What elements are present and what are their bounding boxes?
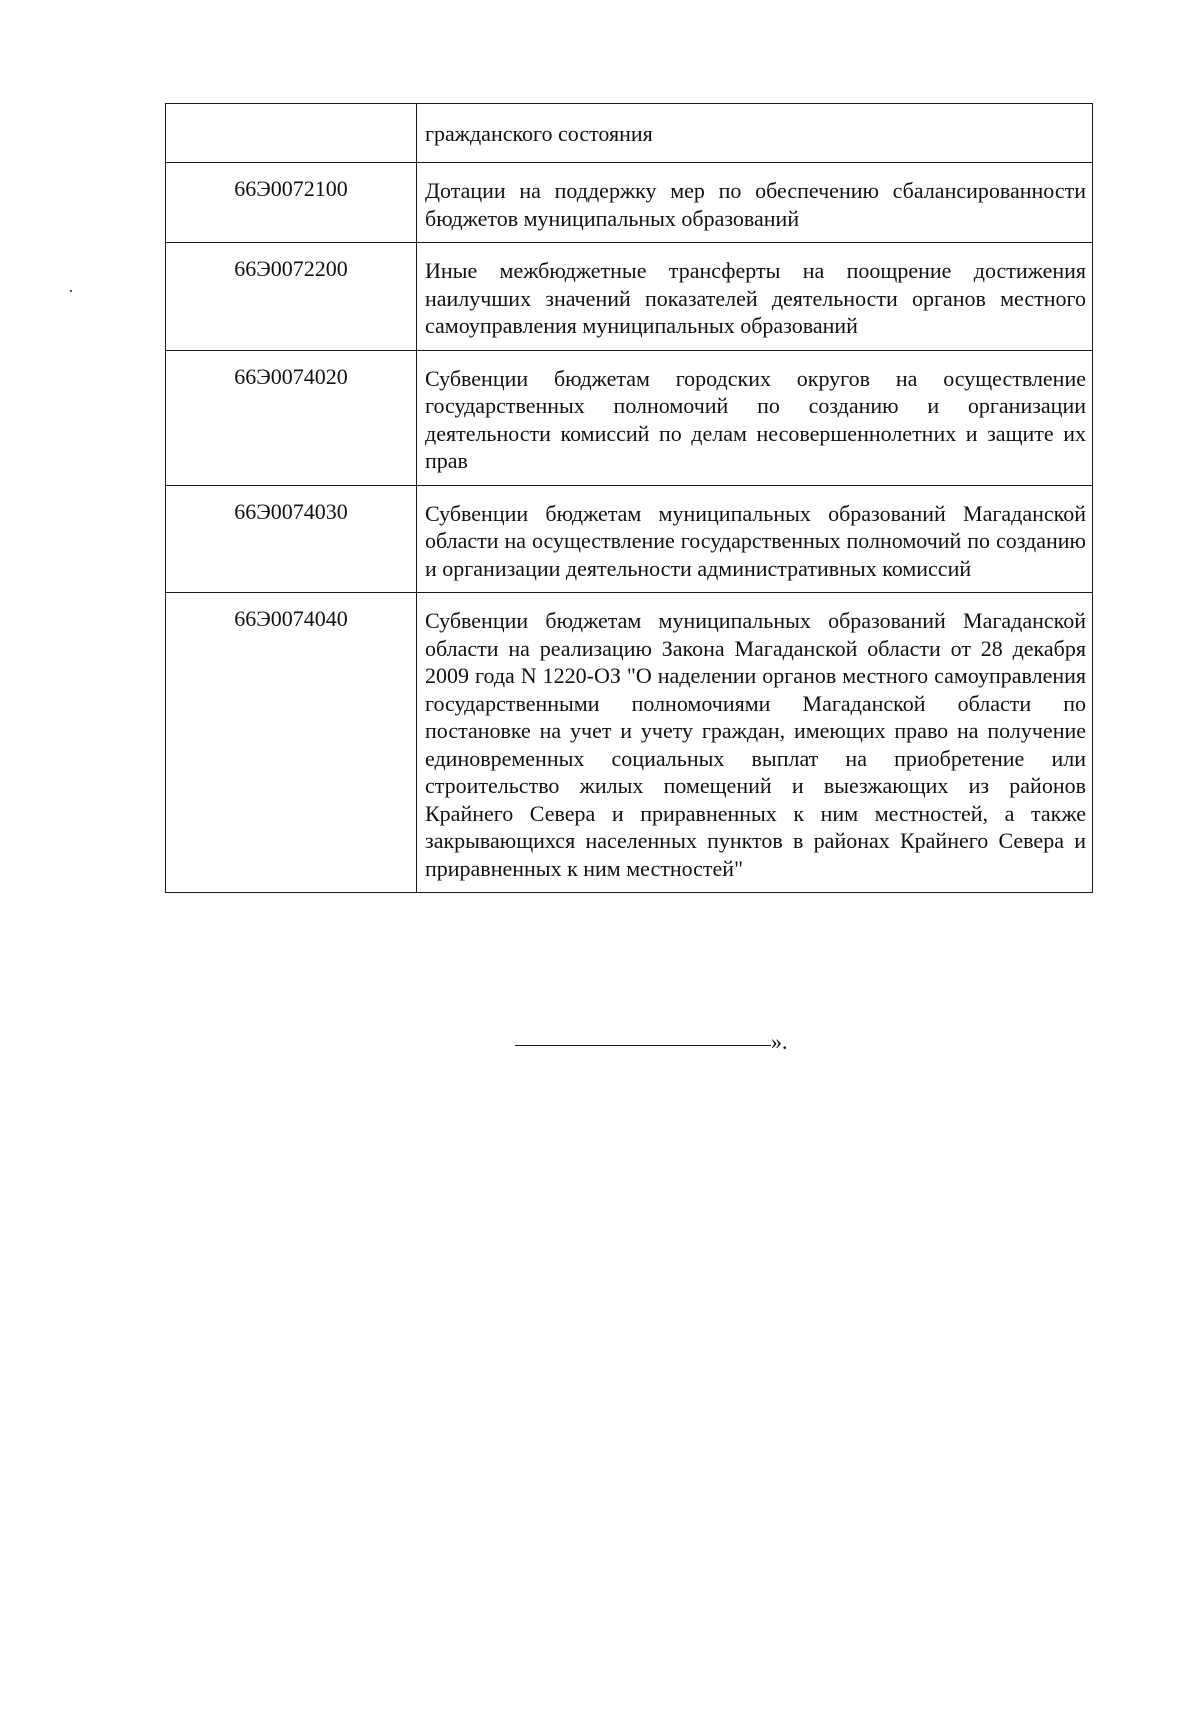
table-row	[166, 163, 1093, 243]
closing-mark	[515, 1028, 788, 1055]
description-cell: Субвенции бюджетам муниципальных образований Магаданской области на реализацию Закона Магаданской области от 28 декабря 2009 года N 1220-ОЗ "О наделении органов местного самоуправления государственными полномочиями Магаданской области по постановке на учет и учету граждан, имеющих право на получение единовременных социальных выплат на приобретение или строительство жилых помещений и выезжающих из районов Крайнего Севера и приравненных к ним местностей, а также закрывающихся населенных пунктов в районах Крайнего Севера и приравненных к ним местностей"	[417, 593, 1093, 893]
code-cell	[166, 104, 417, 163]
budget-codes-table	[165, 103, 1093, 893]
code-cell: 66Э0072200	[166, 243, 417, 351]
table-row	[166, 350, 1093, 485]
closing-quote: ».	[771, 1029, 788, 1054]
description-cell: Субвенции бюджетам муниципальных образований Магаданской области на осуществление государственных полномочий по созданию и организации деятельности административных комиссий	[417, 485, 1093, 593]
table-row	[166, 243, 1093, 351]
scan-speck	[70, 290, 72, 292]
description-cell: гражданского состояния	[417, 104, 1093, 163]
description-cell: Иные межбюджетные трансферты на поощрение достижения наилучших значений показателей деятельности органов местного самоуправления муниципальных образований	[417, 243, 1093, 351]
table-row	[166, 104, 1093, 163]
table-row	[166, 593, 1093, 893]
closing-rule	[515, 1045, 771, 1046]
table-row	[166, 485, 1093, 593]
code-cell: 66Э0072100	[166, 163, 417, 243]
description-cell: Субвенции бюджетам городских округов на осуществление государственных полномочий по созданию и организации деятельности комиссий по делам несовершеннолетних и защите их прав	[417, 350, 1093, 485]
code-cell: 66Э0074040	[166, 593, 417, 893]
code-cell: 66Э0074020	[166, 350, 417, 485]
code-cell: 66Э0074030	[166, 485, 417, 593]
description-cell: Дотации на поддержку мер по обеспечению сбалансированности бюджетов муниципальных образований	[417, 163, 1093, 243]
